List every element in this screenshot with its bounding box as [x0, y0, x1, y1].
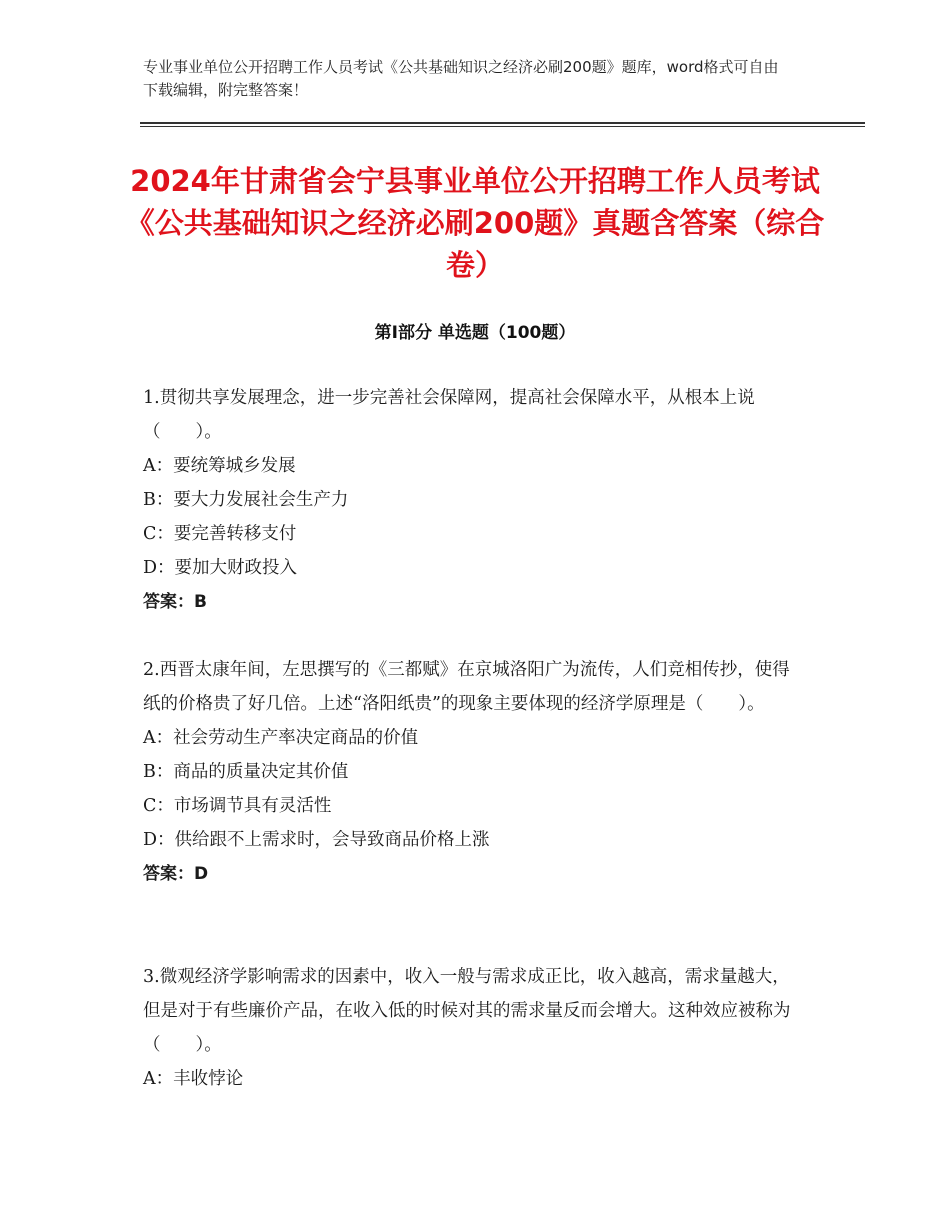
answer: 答案：B: [143, 592, 207, 612]
option-d: D：要加大财政投入: [143, 558, 298, 578]
option-c: C：市场调节具有灵活性: [143, 796, 332, 816]
answer: 答案：D: [143, 864, 209, 884]
question-stem: 3.微观经济学影响需求的因素中，收入一般与需求成正比，收入越高，需求量越大，但是对于有些廉价产品，在收入低的时候对其的需求量反而会增大。这种效应被称为（ ）。: [143, 967, 791, 1055]
option-b: B：要大力发展社会生产力: [143, 490, 349, 510]
option-d: D：供给跟不上需求时，会导致商品价格上涨: [143, 830, 490, 850]
question-stem: 1.贯彻共享发展理念，进一步完善社会保障网，提高社会保障水平，从根本上说（ ）。: [143, 388, 755, 442]
document-title: 2024年甘肃省会宁县事业单位公开招聘工作人员考试《公共基础知识之经济必刷200题》真题含答案（综合卷）: [125, 164, 825, 282]
question-3: [143, 960, 803, 1096]
question-stem: 2.西晋太康年间，左思撰写的《三都赋》在京城洛阳广为流传，人们竞相传抄，使得纸的价格贵了好几倍。上述“洛阳纸贵”的现象主要体现的经济学原理是（ ）。: [143, 660, 790, 714]
question-1: [143, 381, 803, 619]
option-a: A：要统筹城乡发展: [143, 456, 296, 476]
question-2: [143, 653, 803, 891]
option-c: C：要完善转移支付: [143, 524, 297, 544]
option-a: A：丰收悖论: [143, 1069, 244, 1089]
option-b: B：商品的质量决定其价值: [143, 762, 349, 782]
header-divider-thick: [140, 122, 865, 124]
option-a: A：社会劳动生产率决定商品的价值: [143, 728, 419, 748]
header-divider-thin: [140, 126, 865, 127]
section-title: 第Ⅰ部分 单选题（100题）: [374, 323, 576, 343]
header-note: 专业事业单位公开招聘工作人员考试《公共基础知识之经济必刷200题》题库，word格式可自由下载编辑，附完整答案！: [143, 58, 779, 99]
